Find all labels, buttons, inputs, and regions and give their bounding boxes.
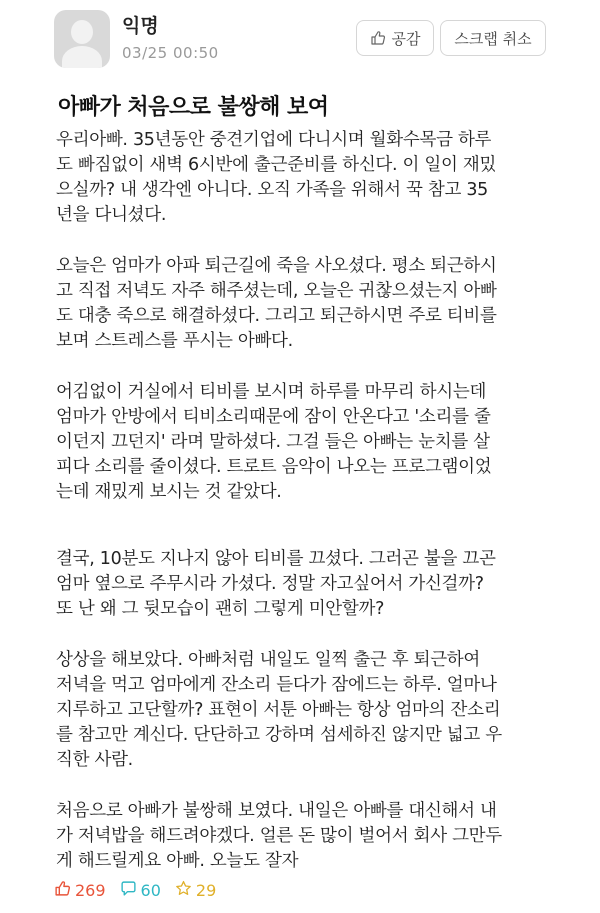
text-line: 우리아빠. 35년동안 중견기업에 다니시며 월화수목금 하루 (56, 130, 492, 150)
like-button[interactable] (356, 20, 434, 56)
text-line: 게 해드릴게요 아빠. 오늘도 잘자 (56, 851, 299, 871)
scrap-count[interactable] (175, 880, 216, 901)
comment-count[interactable] (120, 880, 161, 901)
author-name: 익명 (122, 15, 159, 37)
paragraph-3 (56, 380, 556, 505)
thumbs-up-icon (54, 880, 71, 901)
text-line: 결국, 10분도 지나지 않아 티비를 끄셨다. 그러곤 불을 끄곤 (56, 549, 496, 569)
like-count[interactable] (54, 880, 106, 901)
paragraph-6 (56, 799, 556, 874)
scrap-count-value: 29 (195, 881, 217, 900)
text-line: 직한 사람. (56, 750, 133, 770)
text-line: 또 난 왜 그 뒷모습이 괜히 그렇게 미안할까? (56, 599, 385, 619)
post-header (0, 0, 600, 78)
comment-count-value: 60 (140, 881, 161, 900)
text-line: 엄마 옆으로 주무시라 가셨다. 정말 자고싶어서 가신걸까? (56, 574, 484, 594)
text-line: 저녁을 먹고 엄마에게 잔소리 듣다가 잠에드는 하루. 얼마나 (56, 675, 497, 695)
text-line: 으실까? 내 생각엔 아니다. 오직 가족을 위해서 꾹 참고 35 (56, 180, 488, 200)
post-timestamp: 03/25 00:50 (122, 44, 219, 62)
paragraph-5 (56, 648, 556, 773)
text-line: 어김없이 거실에서 티비를 보시며 하루를 마무리 하시는데 (56, 382, 487, 402)
text-line: 도 대충 죽으로 해결하셨다. 그리고 퇴근하시면 주로 티비를 (56, 306, 497, 326)
like-count-value: 269 (75, 881, 106, 900)
text-line: 상상을 해보았다. 아빠처럼 내일도 일찍 출근 후 퇴근하여 (56, 650, 481, 670)
text-line: 를 참고만 계신다. 단단하고 강하며 섬세하진 않지만 넓고 우 (56, 725, 502, 745)
text-line: 는데 재밌게 보시는 것 같았다. (56, 482, 282, 502)
text-line: 피다 소리를 줄이셨다. 트로트 음악이 나오는 프로그램이었 (56, 457, 492, 477)
text-line: 처음으로 아빠가 불쌍해 보였다. 내일은 아빠를 대신해서 내 (56, 801, 497, 821)
scrap-button-label: 스크랩 취소 (454, 29, 532, 48)
paragraph-1 (56, 128, 556, 228)
text-line: 오늘은 엄마가 아파 퇴근길에 죽을 사오셨다. 평소 퇴근하시 (56, 256, 497, 276)
post-stats (54, 880, 230, 901)
text-line: 지루하고 고단할까? 표현이 서툰 아빠는 항상 엄마의 잔소리 (56, 700, 501, 720)
scrap-cancel-button[interactable] (440, 20, 546, 56)
paragraph-2 (56, 254, 556, 354)
text-line: 이던지 끄던지' 라며 말하셨다. 그걸 들은 아빠는 눈치를 살 (56, 432, 490, 452)
star-icon (175, 880, 192, 901)
thumbs-up-icon (370, 30, 386, 46)
text-line: 가 저녁밥을 해드려야겠다. 얼른 돈 많이 벌어서 회사 그만두 (56, 826, 502, 846)
text-line: 고 직접 저녁도 자주 해주셨는데, 오늘은 귀찮으셨는지 아빠 (56, 281, 497, 301)
avatar (54, 10, 110, 68)
avatar-head-shape (71, 20, 93, 44)
text-line: 엄마가 안방에서 티비소리때문에 잠이 안온다고 '소리를 줄 (56, 407, 491, 427)
text-line: 도 빠짐없이 새벽 6시반에 출근준비를 하신다. 이 일이 재밌 (56, 155, 497, 175)
speech-bubble-icon (120, 880, 137, 901)
paragraph-4 (56, 547, 556, 622)
avatar-body-shape (62, 46, 102, 68)
like-button-label: 공감 (391, 29, 421, 48)
text-line: 보며 스트레스를 푸시는 아빠다. (56, 331, 293, 351)
text-line: 년을 다니셨다. (56, 205, 167, 225)
post-title: 아빠가 처음으로 불쌍해 보여 (58, 95, 329, 120)
post-body (56, 128, 556, 874)
